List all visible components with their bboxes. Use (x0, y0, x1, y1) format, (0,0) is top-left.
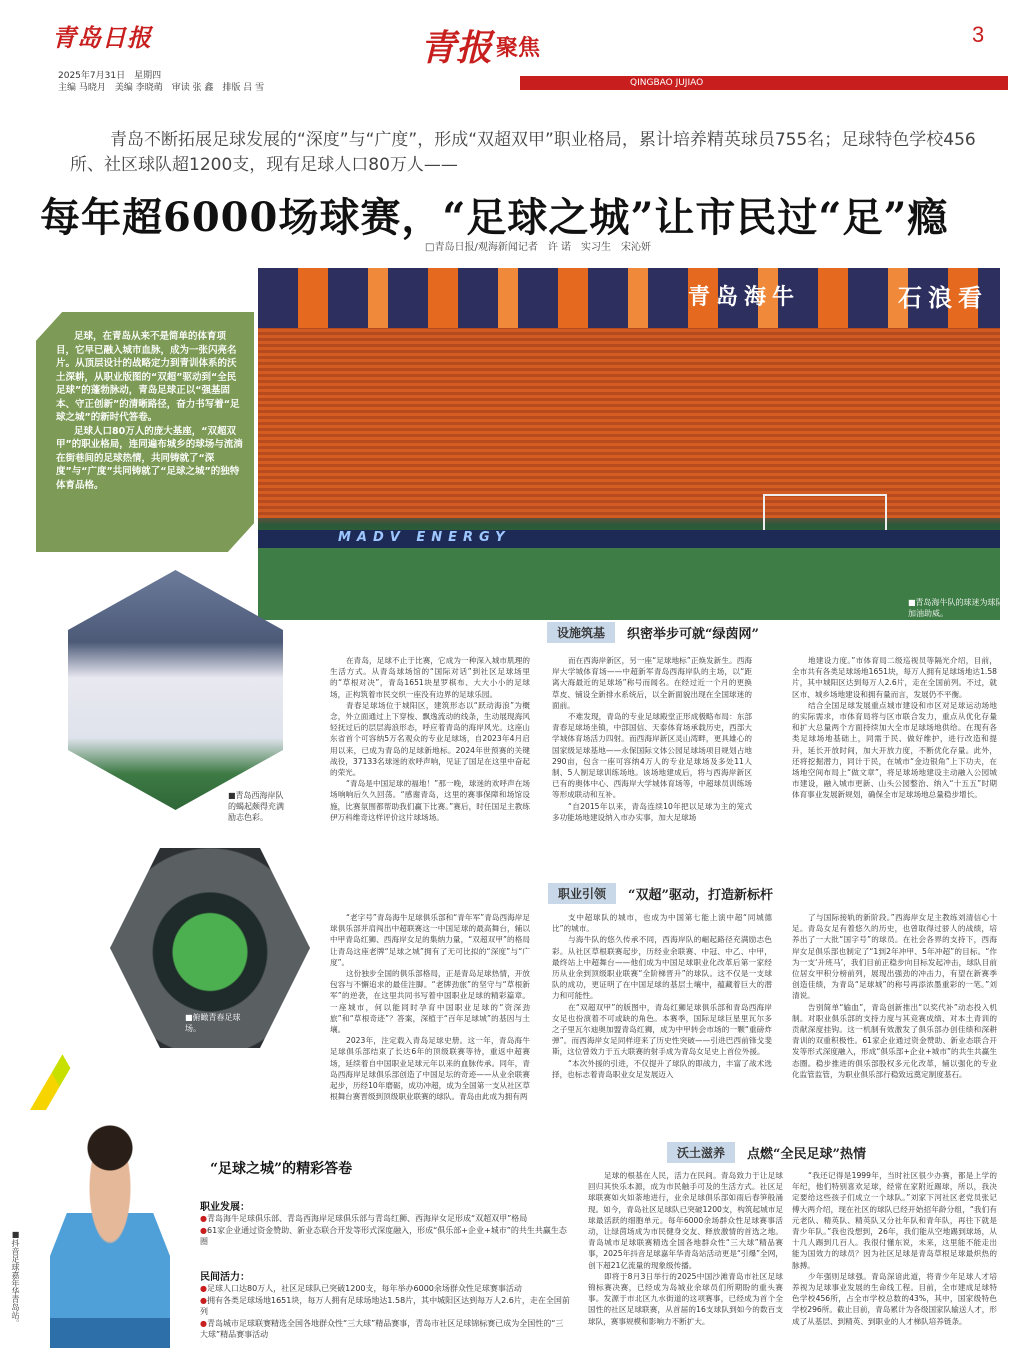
body-column (330, 912, 530, 1132)
ad-board: MADV ENERGY (258, 530, 1000, 548)
body-paragraph: 2023年，注定载入青岛足球史册。这一年，青岛海牛足球俱乐部结束了长达6年的顶级联赛等待，重返中超赛场，延续着自中国职业足球元年以来的血脉传承。同年，青岛西海岸足球俱乐部创造了中国足坛的奇迹——从业余联赛起步，历经10年磨砺，成功冲超，成为全国第一支从社区草根舞台赛晋级到顶级职业联赛的球队。青岛由此成为拥有两 (330, 1036, 530, 1102)
body-column (552, 655, 752, 873)
section-heading: 点燃“全民足球”热情 (747, 1146, 866, 1162)
body-paragraph: 了与国际接轨的新阶段。”西海岸女足主教练刘清信心十足。青岛女足有着悠久的历史，也曾取得过骄人的战绩，培养出了一大批“国字号”的球员。在社会各界的支持下，西海岸女足俱乐部也制定了“1到2年冲甲、5年冲超”的目标。“作为一支‘升班马’，我们目前正稳步向目标发起冲击，球队目前位居女甲积分榜前列，展现出强劲的冲击力，有望在新赛季创造佳绩，为青岛“足球城”的称号再添浓墨重彩的一笔。”刘清说。 (792, 913, 997, 1001)
scorecard-group (200, 1198, 570, 1248)
section-header-facilities (547, 622, 759, 642)
body-paragraph: 即将于8月3日举行的2025中国沙滩青岛市社区足球锦标赛决赛，已经成为岛城业余球员们所期盼的重头赛事。发源于市北区九水街道的这项赛事，已经成为首个全国性的社区足球联赛，从首届的16支球队到如今的数百支球队，赛事规模和影响力不断扩大。 (588, 1271, 783, 1326)
intro-box-text (56, 330, 244, 492)
body-paragraph: 足球的根基在人民，活力在民间。青岛致力于让足球回归其快乐本源，成为市民触手可及的生活方式。社区足球联赛如火如荼地进行，业余足球俱乐部如雨后春笋般涌现。如今，青岛社区足球队已突破1200支，构筑起城市足球最活跃的细胞单元。每年6000余场群众性足球赛事活动，让绿茵场成为市民健身交友、释放激情的首选之地。青岛城市足球联赛精选全国各地群众性“三大球”精品赛事，2025年抖音足球嘉年华青岛站活动更是“引爆”全网，创下超21亿流量的现象级传播。 (588, 1171, 783, 1270)
hero-photo-fans (258, 268, 1000, 620)
scorecard-item: ●青岛海牛足球俱乐部、青岛西海岸足球俱乐部与青岛红狮、西海岸女足形成“双超双甲”格局 (200, 1214, 528, 1223)
intro-paragraph: 足球人口80万人的庞大基座，“双超双甲”的职业格局，连同遍布城乡的球场与流淌在街巷间的足球热情，共同铸就了“深度”与“广度”共同铸就了“足球之城”的独特体育品格。 (56, 425, 243, 491)
scorecard-heading: 民间活力： (200, 1272, 250, 1283)
article-headline: 每年超6000场球赛，“足球之城”让市民过“足”瘾 (40, 194, 949, 241)
players-celebration-photo (68, 570, 283, 810)
body-paragraph: 在青岛，足球不止于比赛，它成为一种深入城市肌理的生活方式。从青岛球场馆的“国际对话”到社区足球场里的“草根对决”，青岛1651块星罗棋布、大大小小的足球场，正构筑着市民交织一座没有边界的足球乐园。 (330, 656, 530, 699)
player-photo (50, 1118, 170, 1348)
scorecard-item: ●青岛城市足球联赛精选全国各地群众性“三大球”精品赛事，青岛市社区足球锦标赛已成为全国性的“三大球”精品赛事活动 (200, 1318, 564, 1339)
body-column (552, 912, 772, 1132)
scorecard-title: “足球之城”的精彩答卷 (210, 1161, 353, 1177)
scorecard-item: ●拥有各类足球场地1651块，每万人拥有足球场地达1.58片，其中城阳区达到每万人2.6片，走在全国前列 (200, 1295, 570, 1316)
body-paragraph: “青岛是中国足球的福地！”那一晚，球迷的欢呼声在场场响响后久久回荡。“感谢青岛，这里的赛事保障和场馆设施，比赛氛围都帮助我们赢下比赛。”赛后，时任国足主教练伊万科维奇这样评价这片球场场。 (330, 779, 530, 822)
section-bar: QINGBAO JUJIAO (520, 76, 1008, 90)
intro-paragraph: 足球，在青岛从来不是简单的体育项目，它早已融入城市血脉，成为一张闪亮名片。从顶层设计的战略定力到青训体系的沃土深耕，从职业版图的“双超”驱动到“全民足球”的蓬勃脉动，青岛足球正以“强基固本、守正创新”的清晰路径，奋力书写着“足球之城”的新时代答卷。 (56, 331, 240, 423)
section-heading: 织密举步可就“绿茵网” (627, 626, 759, 642)
scorecard-group (200, 1268, 570, 1346)
section-title-main: 青报 (420, 27, 493, 69)
section-tag: 职业引领 (548, 883, 616, 904)
body-paragraph: 结合全国足球发展重点城市建设和市区对足球运动场地的实际需求，市体育局将与区市联合发力，重点从优化存量和扩大总量两个方面持续加大全市足球场地供给。在现有各类足球场地基础上，同需于民、做好维护，进行改造和提升，延长开放时间，加大开放力度，不断优化存量。此外，还将挖掘潜力，同计于民，在城市“金边银角”上下功夫，在场地空间布局上“做文章”，将足球场地建设主动融入公园城市建设，融入城市更新、山头公园整治、纳入“十五五”时期体育事业发展新规划，确保全市足球场地总量稳步增长。 (792, 700, 997, 800)
article-byline: □青岛日报/观海新闻记者 许 诺 实习生 宋沁妍 (425, 242, 651, 253)
body-paragraph: 少年强则足球强。青岛深谙此道，将青少年足球人才培养视为足球事业发展的生命线工程。目前，全市建成足球特色学校456所，占全市学校总数的43%，其中，国家级特色学校296所。截止目前，青岛累计为各级国家队输送人才，形成了从基层、到精英、到职业的人才梯队培养链条。 (792, 1271, 997, 1326)
fan-crowd (258, 328, 1000, 518)
players-photo-caption: ■青岛西海岸队的蝎起颇得充满励志色彩。 (228, 791, 284, 822)
section-tag: 设施筑基 (547, 622, 615, 643)
pitch (258, 548, 1000, 620)
body-paragraph: “老字号”青岛海牛足球俱乐部和“青年军”青岛西海岸足球俱乐部并肩闯出中超联赛这一中国足球的最高舞台，辅以中甲青岛红狮、西海岸女足的集纳力量，“双超双甲”的格局让青岛这座老牌“足球之城”拥有了无可比拟的“深度”与“广度”。 (330, 913, 530, 967)
body-paragraph: 不难发现，青岛的专业足球殿堂正形成极略布局：东部青春足球场坐镇，中部国信、天泰体育场承载历史，西部大学城体育场活力四射。而西海岸新区灵山湾畔，更具雄心的国家级足球基地——永保国际文体公园足球场项目规划占地290亩，包含一座可容纳4万人的专业足球场及多处11人制、5人制足球训练场地。该场地建成后，将与西海岸新区已有的奥体中心、西海岸大学城体育场等，中超球员训练场等形成联动和互补。 (552, 712, 752, 800)
body-paragraph: 而在西海岸新区，另一座“足球地标”正焕发新生。西海岸大学城体育场——中超新军青岛西海岸队的主场，以“距离大海最近的足球场”称号而闻名。在经过近一个月的更换草皮、铺设全新排水系统后，以全新面貌出现在全国球迷的面前。 (552, 656, 752, 710)
section-title-sub: 聚焦 (496, 35, 541, 61)
scorecard-item: ●61家企业通过资金赞助、新业态联合开发等形式深度融入，形成“俱乐部+企业+城市”的共生共赢生态圈 (200, 1225, 567, 1246)
body-paragraph: 与海牛队的悠久传承不同，西海岸队的崛起路径充满励志色彩。从社区草根联赛起步，历经业余联赛、中冠、中乙、中甲，最终站上中超舞台——他们成为中国足球职业化改革后第一家经历从业余到顶级职业联赛“全阶梯晋升”的球队。这不仅是一支球队的成功，更证明了在中国足球的基层土壤中，蕴藏着巨大的潜力和可能性。 (552, 935, 772, 1001)
fan-banner-right: 石浪看 (898, 283, 988, 312)
issue-date: 2025年7月31日 星期四 (58, 71, 162, 81)
body-paragraph: 在“双超双甲”的版图中，青岛红狮足球俱乐部和青岛西海岸女足也扮演着不可或缺的角色。本赛季，国际足球巨星里瓦尔多之子里瓦尔迪奥加盟青岛红狮，成为中甲转会市场的一颗“重磅炸弹”。而西海岸女足同样迎来了历史性突破——引进巴西前锋戈斐斯，这位曾效力于五大联赛的射手成为青岛女足史上首位外援。 (552, 1002, 772, 1057)
section-heading: “双超”驱动，打造新标杆 (628, 887, 773, 903)
editorial-staff: 主编 马晓月 美编 李晓萌 审读 张 鑫 排版 吕 雪 (58, 83, 265, 93)
section-tag: 沃土滋养 (667, 1142, 735, 1163)
body-paragraph: 青春足球场位于城阳区，建筑形态以“跃动海浪”为概念，外立面通过上下穿梭、飘逸流动的线条，生动展现海风轻抚过后的层层海浪形态，呼应着青岛的海岸风光。这座山东省首个可容纳5万名观众的专业足球场，自2023年4月启用以来，已成为青岛的足球新地标。2024年世预赛的关键战役，37133名球迷的欢呼声响，见证了国足在这里中奋起的荣光。 (330, 700, 530, 778)
vuvuzela-graphic (30, 1000, 110, 1110)
body-paragraph: 这份独步全国的俱乐部格局，正是青岛足球热情，开放包容与不懈追求的最佳注脚。“老牌劲旅”的坚守与“草根新军”的逆袭，在这里共同书写着中国职业足球的精彩篇章。一座城市，何以能同时孕育中国职业足球的“资深劲旅”和“草根奇迹”？答案，深植于“百年足球城”的基因与土壤。 (330, 969, 530, 1035)
section-title (420, 27, 541, 69)
body-column (588, 1170, 783, 1342)
fan-banner-left: 青岛海牛 (688, 284, 801, 310)
body-column (792, 1170, 997, 1342)
scorecard-item: ●足球人口达80万人，社区足球队已突破1200支，每年举办6000余场群众性足球赛事活动 (200, 1284, 522, 1293)
stadium-photo-caption: ■俯瞰青春足球场。 (185, 1013, 241, 1033)
scorecard-heading: 职业发展： (200, 1202, 250, 1213)
body-paragraph: “我还记得是1999年，当时社区很少办赛，都是上学的年纪，他们特别喜欢足球，经常在家附近踢球，所以，我决定要给这些孩子们成立一个球队。”刘家下河社区老党员张记傅大两介绍，现在社区的球队已经开始招年龄分组，“我们有元老队、精英队、精英队又分社年队和青年队，再往下就是青少年队。”我也没想到，26年，我们能从空地踢到球场，从十几人踢到几百人。我很付懂东说，未来，这里能不能走出能为国效力的球员？因为社区足球是青岛草根足球最炽热的脉搏。 (792, 1171, 997, 1270)
page-number: 3 (972, 22, 985, 47)
body-column (792, 655, 997, 873)
fan-flags (258, 268, 1000, 328)
section-header-grassroots (667, 1142, 866, 1162)
newspaper-logo: 青岛日报 (52, 23, 152, 52)
body-column (792, 912, 997, 1132)
hero-photo-caption: ■青岛海牛队的球迷为球队加油助威。 (908, 598, 1004, 618)
body-paragraph: 告别简单“输血”，青岛创新推出“以奖代补”动态投入机制。对职业俱乐部的支持力度与其竞赛成绩、对本土青训的贡献深度挂钩。这一机制有效激发了俱乐部办创佳绩和深耕青训的双重积极性。61家企业通过资金赞助、新业态联合开发等形式深度融入，形成“俱乐部+企业+城市”的共生共赢生态圈。稳步推进的俱乐部股权多元化改革，辅以强化的专业化监管监管，为职业俱乐部行稳致远奠定制度基石。 (792, 1002, 997, 1079)
body-column (330, 655, 530, 873)
article-lead: 青岛不断拓展足球发展的“深度”与“广度”，形成“双超双甲”职业格局，累计培养精英球员755名；足球特色学校456所、社区球队超1200支，现有足球人口80万人—— (70, 130, 976, 175)
body-paragraph: “自2015年以来，青岛连续10年把以足球为主的笼式多功能场地建设纳入市办实事，加大足球场 (552, 801, 752, 822)
player-photo-caption: ■抖音足球嘉年华青岛站。 (11, 1230, 20, 1327)
body-paragraph: 支中超球队的城市，也成为中国第七能上演中超“同城德比”的城市。 (552, 913, 772, 934)
body-paragraph: “本次外援的引进，不仅提升了球队的即战力，丰富了战术选择，也标志着青岛职业女足发展迈入 (552, 1058, 772, 1079)
section-header-professional (548, 883, 773, 903)
body-paragraph: 地建设力度。”市体育局二级巡视员等隔光介绍，目前，全市共有各类足球场地1651块，每万人拥有足球场地达1.58片，其中城阳区达到每万人2.6片，走在全国前列。不过，就区市、城乡场地建设和拥有量而言，发展仍不平衡。 (792, 656, 997, 699)
